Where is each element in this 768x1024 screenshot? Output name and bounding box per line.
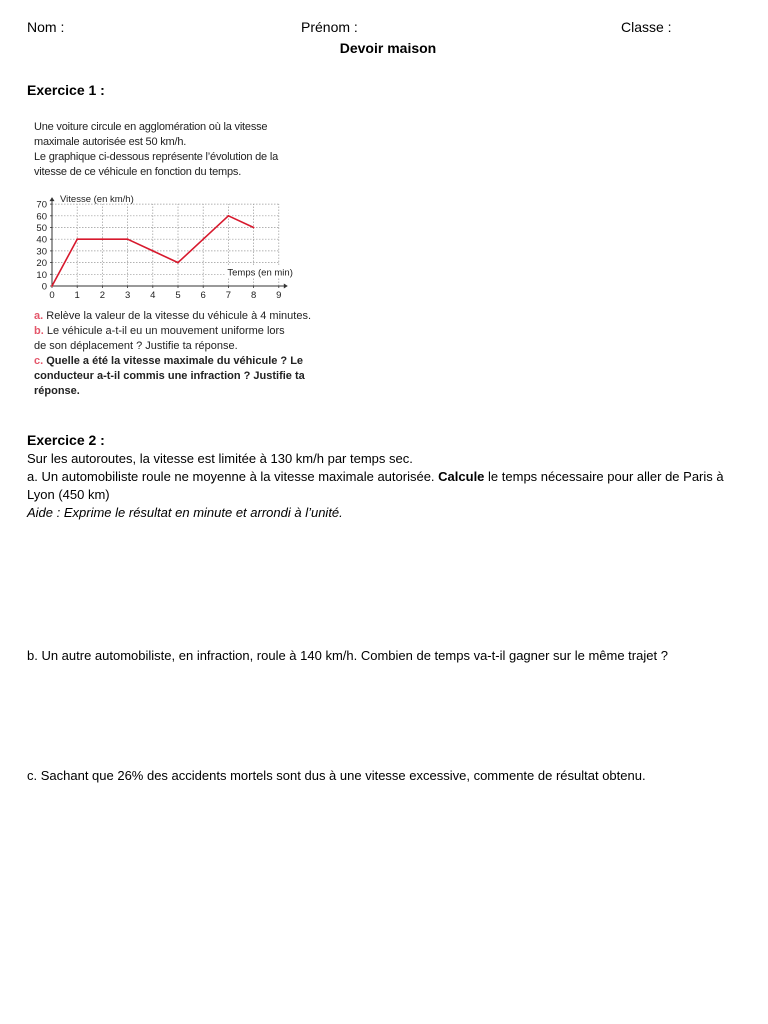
speed-time-chart <box>34 188 306 304</box>
exercise2-intro: Sur les autoroutes, la vitesse est limitée à 130 km/h par temps sec. <box>27 451 413 466</box>
y-tick-label: 70 <box>36 199 47 211</box>
page-title: Devoir maison <box>339 40 437 56</box>
question-b-text: Le véhicule a-t-il eu un mouvement uniforme lors <box>46 325 285 337</box>
speed-data-point <box>102 238 104 240</box>
speed-data-point <box>202 238 204 240</box>
exercise1-questions <box>34 309 312 399</box>
question-c-letter: c. <box>34 355 44 367</box>
prenom-label: Prénom : <box>301 19 358 35</box>
x-tick-label: 1 <box>74 290 80 301</box>
x-tick-label: 0 <box>49 290 55 301</box>
y-tick-label: 0 <box>41 281 47 293</box>
exercise2-question-c: c. Sachant que 26% des accidents mortels sont dus à une vitesse excessive, commente de résultat obtenu. <box>27 768 646 783</box>
question-a-part1: a. Un automobiliste roule ne moyenne à la vitesse maximale autorisée. <box>27 469 435 484</box>
x-axis-label: Temps (en min) <box>227 267 293 279</box>
question-b-text-2: de son déplacement ? Justifie ta réponse. <box>34 340 238 352</box>
question-c-text-3: réponse. <box>34 385 80 397</box>
question-a-part2: le temps nécessaire pour aller de Paris à Lyon (450 km) <box>27 469 724 502</box>
y-axis-arrow <box>50 197 55 201</box>
speed-data-point <box>228 215 230 217</box>
y-tick-label: 10 <box>36 269 47 281</box>
nom-label: Nom : <box>27 19 65 35</box>
intro-line: maximale autorisée est 50 km/h. <box>34 136 187 148</box>
exercise2-question-a <box>27 468 747 504</box>
x-axis-arrow <box>284 284 288 289</box>
y-tick-label: 40 <box>36 234 47 246</box>
x-tick-label: 2 <box>99 290 106 301</box>
speed-data-point <box>127 238 129 240</box>
speed-data-point <box>152 250 154 252</box>
intro-line: Une voiture circule en agglomération où la vitesse <box>34 121 268 133</box>
x-tick-label: 8 <box>250 290 257 301</box>
y-tick-label: 50 <box>36 223 47 234</box>
question-a-bold: Calcule <box>438 469 485 484</box>
exercise2-hint: Aide : Exprime le résultat en minute et arrondi à l’unité. <box>27 505 343 520</box>
exercise2-question-b: b. Un autre automobiliste, en infraction, roule à 140 km/h. Combien de temps va-t-il gagner sur le même trajet ? <box>27 648 668 663</box>
speed-data-point <box>76 238 78 240</box>
classe-label: Classe : <box>621 19 672 35</box>
question-b-letter: b. <box>34 325 44 337</box>
question-c-text: Quelle a été la vitesse maximale du véhicule ? Le <box>46 355 304 367</box>
x-tick-label: 3 <box>124 290 131 301</box>
intro-line: vitesse de ce véhicule en fonction du temps. <box>34 166 242 178</box>
x-tick-label: 4 <box>150 290 156 301</box>
exercise1-intro <box>34 120 306 180</box>
speed-data-point <box>177 262 179 264</box>
y-axis-label: Vitesse (en km/h) <box>60 194 134 206</box>
speed-data-point <box>253 227 255 229</box>
y-tick-label: 20 <box>36 258 47 270</box>
speed-data-point <box>51 285 53 287</box>
x-tick-label: 7 <box>225 290 232 301</box>
question-a-letter: a. <box>34 310 44 322</box>
x-tick-label: 6 <box>200 290 206 301</box>
intro-line: Le graphique ci-dessous représente l’évolution de la <box>34 151 278 163</box>
question-a-text: Relève la valeur de la vitesse du véhicule à 4 minutes. <box>46 310 312 322</box>
question-c-text-2: conducteur a-t-il commis une infraction ? Justifie ta <box>34 370 305 382</box>
exercise1-title: Exercice 1 : <box>27 82 105 98</box>
x-tick-label: 9 <box>276 290 282 301</box>
x-tick-label: 5 <box>175 290 181 301</box>
y-tick-label: 60 <box>36 211 47 223</box>
exercise2-title: Exercice 2 : <box>27 432 105 448</box>
y-tick-label: 30 <box>36 246 47 258</box>
